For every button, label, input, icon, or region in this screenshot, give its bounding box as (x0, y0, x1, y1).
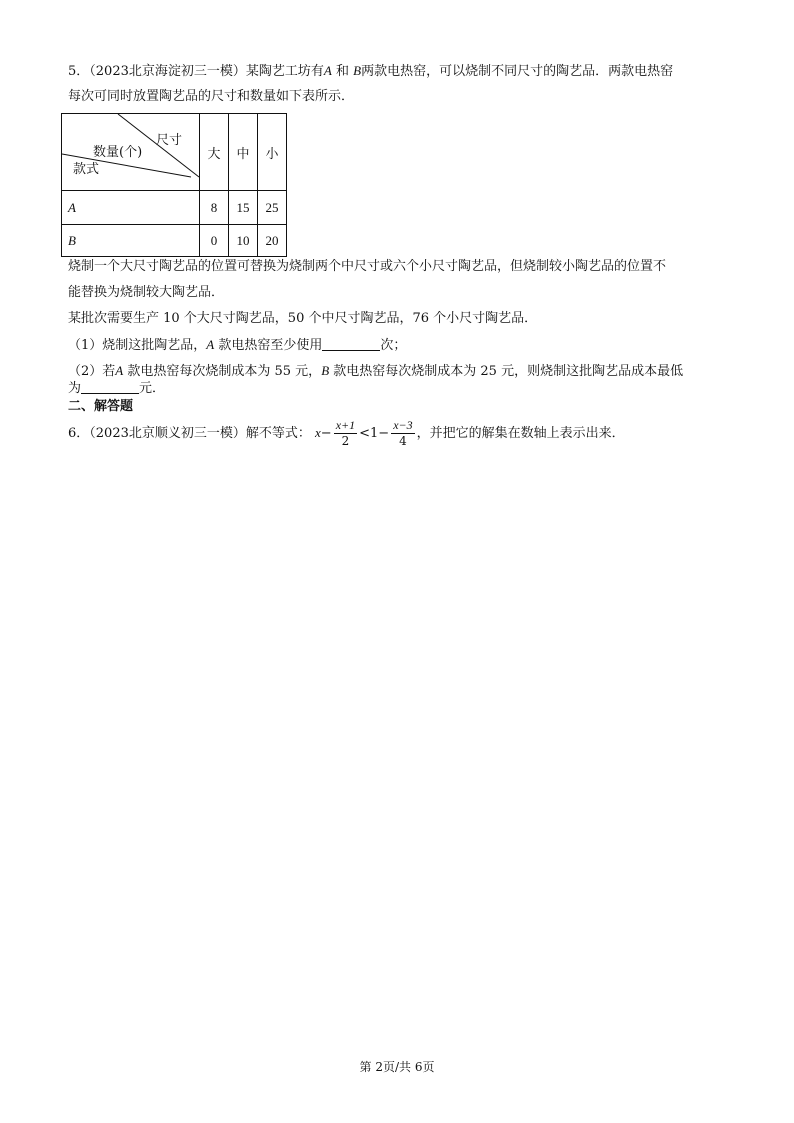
cell-b-large: 0 (200, 225, 229, 257)
q5-line2: 每次可同时放置陶艺品的尺寸和数量如下表所示． (68, 89, 355, 104)
row-name-b: B (62, 225, 200, 257)
cell-a-large: 8 (200, 191, 229, 225)
col-medium: 中 (229, 114, 258, 191)
col-large: 大 (200, 114, 229, 191)
cell-b-medium: 10 (229, 225, 258, 257)
cell-a-medium: 15 (229, 191, 258, 225)
cell-b-small: 20 (258, 225, 287, 257)
q5-line3: 烧制一个大尺寸陶艺品的位置可替换为烧制两个中尺寸或六个小尺寸陶艺品，但烧制较小陶艺品的位置不 (68, 259, 667, 274)
col-small: 小 (258, 114, 287, 191)
q5-line4: 能替换为烧制较大陶艺品． (68, 285, 225, 300)
diagonal-header-cell (62, 114, 200, 191)
q5-line1: 5．（2023北京海淀初三一模）某陶艺工坊有A 和 B两款电热窑，可以烧制不同尺寸的陶艺品．两款电热窑 (68, 63, 674, 79)
page-footer: 第 2页/共 6页 (359, 1060, 435, 1074)
fraction-2: $\frac{x-3}{4}$ (393, 418, 413, 448)
kiln-capacity-table (61, 113, 287, 257)
header-size: 尺寸 (156, 133, 183, 148)
q5-sub1: （1）烧制这批陶艺品，A 款电热窑至少使用 次； (68, 337, 407, 353)
header-qty: 数量(个) (93, 145, 143, 160)
cell-a-small: 25 (258, 191, 287, 225)
row-name-a: A (62, 191, 200, 225)
table-row (62, 225, 287, 257)
section-heading: 二、解答题 (68, 399, 134, 414)
q5-line5: 某批次需要生产 10 个大尺寸陶艺品，50 个中尺寸陶艺品，76 个小尺寸陶艺品． (68, 311, 538, 326)
q6-line: 6．（2023北京顺义初三一模）解不等式： x− $\frac{x+1}{2}$ <1− $\frac{x-3}{4}$ ，并把它的解集在数轴上表示出来． (68, 418, 625, 448)
q5-sub2-line2: 为 元． (68, 381, 166, 396)
table-row (62, 191, 287, 225)
answer-blank-1[interactable] (322, 337, 380, 351)
table-header-row (62, 114, 287, 191)
header-type: 款式 (73, 162, 100, 177)
answer-blank-2[interactable] (81, 380, 139, 394)
q5-sub2-line1: （2）若A 款电热窑每次烧制成本为 55 元，B 款电热窑每次烧制成本为 25 元，则烧制这批陶艺品成本最低 (68, 363, 684, 379)
fraction-1: $\frac{x+1}{2}$ (335, 418, 356, 448)
